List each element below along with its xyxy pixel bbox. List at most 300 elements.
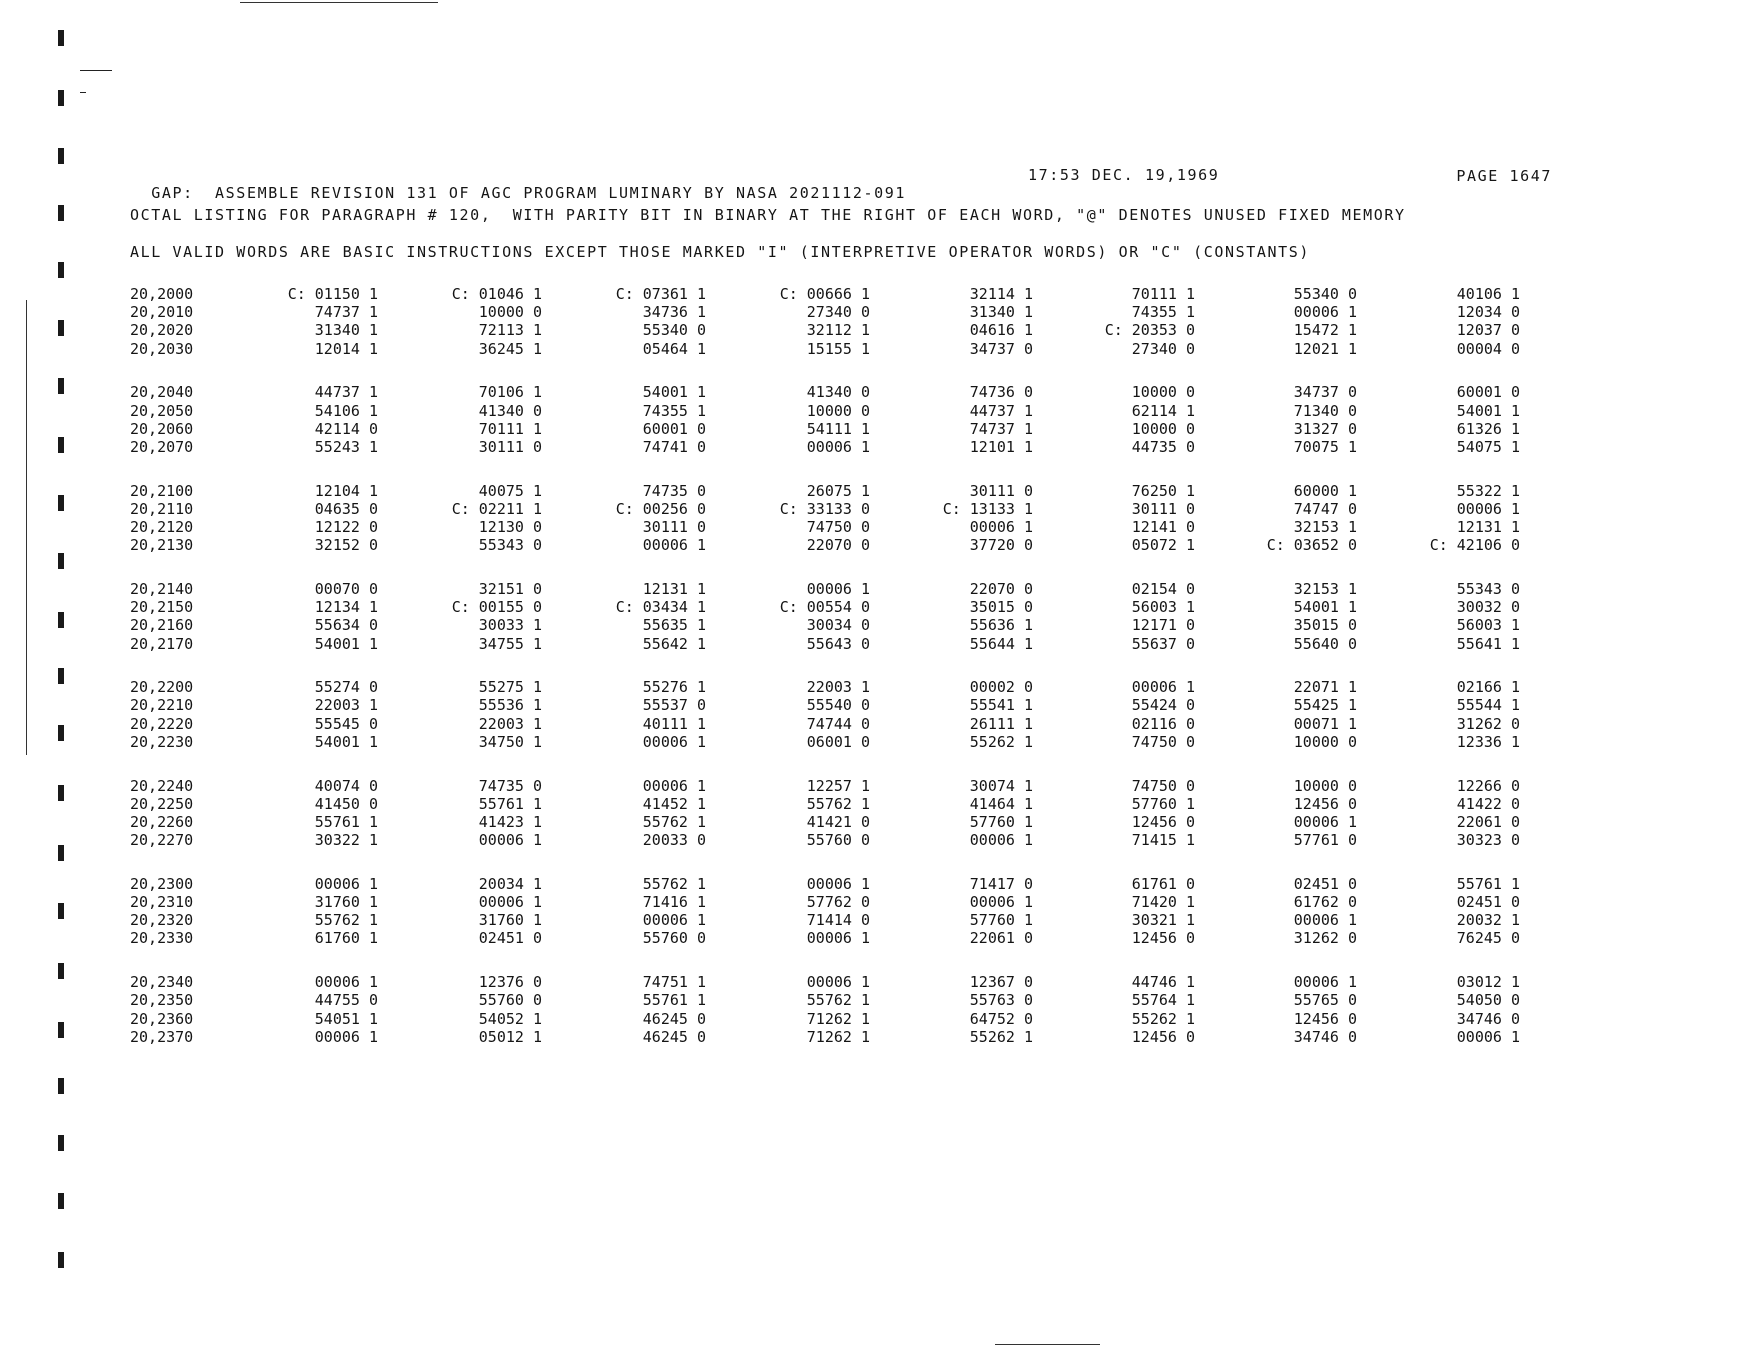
octal-word: 15472 1: [1293, 321, 1357, 340]
listing-row: [0, 635, 1740, 652]
octal-word: 74355 1: [642, 401, 706, 420]
octal-word: 12037 0: [1456, 321, 1520, 340]
octal-word: 41421 0: [806, 812, 870, 831]
octal-word: 10000 0: [478, 303, 542, 322]
octal-word: 12131 1: [1456, 518, 1520, 536]
octal-word: 00006 1: [806, 437, 870, 456]
octal-word: 34737 0: [969, 339, 1033, 358]
row-address: 20,2100: [130, 481, 194, 500]
assembly-title: GAP: ASSEMBLE REVISION 131 OF AGC PROGRAM LUMINARY BY NASA 2021112-091: [151, 184, 907, 202]
octal-word: 00006 1: [642, 911, 706, 930]
listing-row: [0, 383, 1740, 400]
octal-word: 20033 0: [642, 831, 706, 850]
row-address: 20,2240: [130, 776, 194, 795]
row-address: 20,2160: [130, 616, 194, 635]
octal-word: 55760 0: [806, 831, 870, 850]
octal-word: 12141 0: [1131, 518, 1195, 536]
row-address: 20,2020: [130, 321, 194, 340]
row-address: 20,2210: [130, 696, 194, 715]
octal-word: 74735 0: [642, 481, 706, 500]
octal-word: 74750 0: [806, 518, 870, 536]
octal-word: 22070 0: [806, 536, 870, 555]
octal-word: 55761 1: [642, 991, 706, 1010]
listing-row: [0, 911, 1740, 928]
octal-word: 55274 0: [314, 678, 378, 697]
octal-word: 46245 0: [642, 1027, 706, 1046]
octal-word: 55760 0: [478, 991, 542, 1010]
listing-row: [0, 420, 1740, 437]
octal-word: 55636 1: [969, 616, 1033, 635]
octal-word: 70111 1: [478, 419, 542, 438]
octal-word: 00006 1: [806, 973, 870, 992]
octal-word: 74751 1: [642, 973, 706, 992]
octal-word: 44735 0: [1131, 437, 1195, 456]
octal-word: 60000 1: [1293, 481, 1357, 500]
row-address: 20,2320: [130, 911, 194, 930]
octal-word: 70075 1: [1293, 437, 1357, 456]
octal-word: 55634 0: [314, 616, 378, 635]
octal-word: 55642 1: [642, 634, 706, 653]
row-address: 20,2220: [130, 714, 194, 733]
octal-word: 32151 0: [478, 579, 542, 598]
row-address: 20,2370: [130, 1027, 194, 1046]
octal-word: 74750 0: [1131, 776, 1195, 795]
octal-word: 22003 1: [314, 696, 378, 715]
octal-word: 34746 0: [1456, 1009, 1520, 1028]
octal-word: 02154 0: [1131, 579, 1195, 598]
octal-word: 12456 0: [1293, 794, 1357, 813]
octal-word: 34736 1: [642, 303, 706, 322]
row-address: 20,2040: [130, 383, 194, 402]
octal-word: 02451 0: [1293, 874, 1357, 893]
octal-word: 55765 0: [1293, 991, 1357, 1010]
octal-word: 41422 0: [1456, 794, 1520, 813]
octal-word: 40075 1: [478, 481, 542, 500]
listing-row: [0, 733, 1740, 750]
octal-word: 55540 0: [806, 696, 870, 715]
row-address: 20,2110: [130, 499, 194, 518]
octal-word: 55643 0: [806, 634, 870, 653]
octal-word: 55275 1: [478, 678, 542, 697]
octal-word: 74737 1: [969, 419, 1033, 438]
octal-word: 12266 0: [1456, 776, 1520, 795]
octal-word: C: 07361 1: [615, 285, 706, 303]
octal-word: 61326 1: [1456, 419, 1520, 438]
octal-word: 55635 1: [642, 616, 706, 635]
octal-word: 30033 1: [478, 616, 542, 635]
octal-word: 02451 0: [1456, 893, 1520, 911]
octal-word: 64752 0: [969, 1009, 1033, 1028]
octal-word: 02116 0: [1131, 714, 1195, 733]
row-address: 20,2230: [130, 732, 194, 751]
octal-word: 32112 1: [806, 321, 870, 340]
octal-word: 31262 0: [1456, 714, 1520, 733]
octal-word: 55425 1: [1293, 696, 1357, 715]
octal-word: 05012 1: [478, 1027, 542, 1046]
octal-word: 76250 1: [1131, 481, 1195, 500]
octal-word: 71262 1: [806, 1027, 870, 1046]
octal-word: 20032 1: [1456, 911, 1520, 930]
octal-word: 30111 0: [478, 437, 542, 456]
octal-word: 71420 1: [1131, 893, 1195, 911]
octal-word: 70111 1: [1131, 285, 1195, 303]
listing-row: [0, 831, 1740, 848]
octal-word: 40106 1: [1456, 285, 1520, 303]
octal-word: 12456 0: [1293, 1009, 1357, 1028]
listing-row: [0, 991, 1740, 1008]
octal-word: 22071 1: [1293, 678, 1357, 697]
octal-word: 61762 0: [1293, 893, 1357, 911]
octal-word: 62114 1: [1131, 401, 1195, 420]
octal-word: C: 33133 0: [779, 499, 870, 518]
octal-word: 55537 0: [642, 696, 706, 715]
row-address: 20,2300: [130, 874, 194, 893]
octal-word: 54051 1: [314, 1009, 378, 1028]
octal-word: 44737 1: [314, 383, 378, 402]
octal-word: 55762 1: [642, 812, 706, 831]
octal-word: 00006 1: [314, 874, 378, 893]
octal-word: 31262 0: [1293, 929, 1357, 948]
octal-word: 30034 0: [806, 616, 870, 635]
octal-word: 26075 1: [806, 481, 870, 500]
octal-word: C: 13133 1: [942, 499, 1033, 518]
octal-word: 55541 1: [969, 696, 1033, 715]
octal-word: 55762 1: [806, 794, 870, 813]
octal-word: 57760 1: [1131, 794, 1195, 813]
octal-word: 00006 1: [806, 874, 870, 893]
octal-word: 57760 1: [969, 812, 1033, 831]
octal-word: 56003 1: [1131, 598, 1195, 617]
octal-word: C: 00256 0: [615, 499, 706, 518]
listing-row: [0, 813, 1740, 830]
row-address: 20,2310: [130, 893, 194, 911]
octal-word: C: 00554 0: [779, 598, 870, 617]
octal-word: 55343 0: [478, 536, 542, 555]
octal-word: 55322 1: [1456, 481, 1520, 500]
octal-word: 12376 0: [478, 973, 542, 992]
listing-row: [0, 973, 1740, 990]
octal-word: 12021 1: [1293, 339, 1357, 358]
octal-word: 41340 0: [806, 383, 870, 402]
octal-word: 05464 1: [642, 339, 706, 358]
row-address: 20,2360: [130, 1009, 194, 1028]
listing-legend: ALL VALID WORDS ARE BASIC INSTRUCTIONS EXCEPT THOSE MARKED "I" (INTERPRETIVE OPERATOR WORDS) OR "C" (CONSTANTS): [130, 243, 1311, 261]
octal-word: 00006 1: [642, 776, 706, 795]
octal-word: 44737 1: [969, 401, 1033, 420]
octal-word: 54001 1: [314, 732, 378, 751]
octal-word: 10000 0: [1131, 419, 1195, 438]
octal-word: 00006 1: [969, 831, 1033, 850]
row-address: 20,2140: [130, 579, 194, 598]
listing-row: [0, 438, 1740, 455]
octal-word: 32153 1: [1293, 579, 1357, 598]
octal-word: 00006 1: [969, 893, 1033, 911]
octal-word: 55762 1: [806, 991, 870, 1010]
octal-word: 22003 1: [806, 678, 870, 697]
octal-word: 00006 1: [1293, 303, 1357, 322]
row-address: 20,2200: [130, 678, 194, 697]
octal-word: C: 02211 1: [451, 499, 542, 518]
octal-word: 00006 1: [1456, 499, 1520, 518]
octal-word: 30322 1: [314, 831, 378, 850]
octal-word: 71414 0: [806, 911, 870, 930]
octal-word: 31760 1: [314, 893, 378, 911]
octal-word: 55764 1: [1131, 991, 1195, 1010]
octal-word: 00006 1: [314, 973, 378, 992]
listing-row: [0, 500, 1740, 517]
octal-word: 74741 0: [642, 437, 706, 456]
listing-row: [0, 696, 1740, 713]
octal-word: 41452 1: [642, 794, 706, 813]
octal-word: 71417 0: [969, 874, 1033, 893]
octal-word: 41450 0: [314, 794, 378, 813]
octal-word: 40111 1: [642, 714, 706, 733]
octal-word: 54001 1: [314, 634, 378, 653]
octal-word: 54075 1: [1456, 437, 1520, 456]
octal-word: 12034 0: [1456, 303, 1520, 322]
octal-word: 55763 0: [969, 991, 1033, 1010]
octal-word: 55545 0: [314, 714, 378, 733]
octal-word: 74355 1: [1131, 303, 1195, 322]
octal-word: 00006 1: [642, 732, 706, 751]
octal-word: 00006 1: [478, 831, 542, 850]
octal-word: C: 03652 0: [1266, 536, 1357, 555]
octal-word: 74737 1: [314, 303, 378, 322]
octal-word: 12014 1: [314, 339, 378, 358]
octal-word: 10000 0: [1293, 732, 1357, 751]
octal-word: 74735 0: [478, 776, 542, 795]
octal-word: 00006 1: [1293, 973, 1357, 992]
octal-word: 55644 1: [969, 634, 1033, 653]
octal-word: 56003 1: [1456, 616, 1520, 635]
octal-word: 55424 0: [1131, 696, 1195, 715]
octal-word: 12130 0: [478, 518, 542, 536]
page-number: PAGE 1647: [1456, 167, 1552, 185]
octal-word: 40074 0: [314, 776, 378, 795]
octal-word: 31327 0: [1293, 419, 1357, 438]
listing-row: [0, 1028, 1740, 1045]
octal-word: 34755 1: [478, 634, 542, 653]
octal-word: 31340 1: [314, 321, 378, 340]
octal-word: 30032 0: [1456, 598, 1520, 617]
octal-word: 37720 0: [969, 536, 1033, 555]
listing-description: OCTAL LISTING FOR PARAGRAPH # 120, WITH PARITY BIT IN BINARY AT THE RIGHT OF EACH WORD, "@" DENOTES UNUSED FIXED MEMORY: [130, 206, 1406, 224]
octal-word: 55262 1: [969, 732, 1033, 751]
octal-word: 71415 1: [1131, 831, 1195, 850]
listing-row: [0, 536, 1740, 553]
row-address: 20,2060: [130, 419, 194, 438]
octal-word: 30111 0: [1131, 499, 1195, 518]
octal-word: 55761 1: [314, 812, 378, 831]
row-address: 20,2000: [130, 285, 194, 303]
octal-word: C: 00666 1: [779, 285, 870, 303]
octal-word: 41423 1: [478, 812, 542, 831]
octal-word: C: 01150 1: [287, 285, 378, 303]
octal-word: 32114 1: [969, 285, 1033, 303]
octal-word: 55262 1: [969, 1027, 1033, 1046]
listing-row: [0, 598, 1740, 615]
octal-word: 31760 1: [478, 911, 542, 930]
listing-row: [0, 929, 1740, 946]
octal-word: 30111 0: [642, 518, 706, 536]
octal-word: 74736 0: [969, 383, 1033, 402]
octal-word: 55637 0: [1131, 634, 1195, 653]
octal-word: 12456 0: [1131, 812, 1195, 831]
octal-word: 10000 0: [1293, 776, 1357, 795]
octal-word: 04635 0: [314, 499, 378, 518]
octal-word: 12122 0: [314, 518, 378, 536]
row-address: 20,2150: [130, 598, 194, 617]
octal-word: 30074 1: [969, 776, 1033, 795]
octal-word: 34750 1: [478, 732, 542, 751]
octal-word: C: 42106 0: [1429, 536, 1520, 555]
octal-word: 60001 0: [642, 419, 706, 438]
octal-word: 06001 0: [806, 732, 870, 751]
octal-word: 30321 1: [1131, 911, 1195, 930]
octal-word: 30111 0: [969, 481, 1033, 500]
octal-word: 55340 0: [1293, 285, 1357, 303]
octal-word: 42114 0: [314, 419, 378, 438]
octal-word: 35015 0: [1293, 616, 1357, 635]
listing-row: [0, 1010, 1740, 1027]
listing-row: [0, 482, 1740, 499]
octal-word: 00006 1: [478, 893, 542, 911]
listing-row: [0, 777, 1740, 794]
listing-row: [0, 580, 1740, 597]
octal-word: 22061 0: [969, 929, 1033, 948]
octal-word: 76245 0: [1456, 929, 1520, 948]
octal-word: 54001 1: [1456, 401, 1520, 420]
octal-word: 12104 1: [314, 481, 378, 500]
octal-word: 41340 0: [478, 401, 542, 420]
octal-word: C: 03434 1: [615, 598, 706, 617]
octal-word: 00006 1: [1293, 812, 1357, 831]
octal-word: 00006 1: [1293, 911, 1357, 930]
octal-word: 03012 1: [1456, 973, 1520, 992]
octal-word: 74750 0: [1131, 732, 1195, 751]
octal-word: C: 01046 1: [451, 285, 542, 303]
octal-word: 71416 1: [642, 893, 706, 911]
octal-word: 54001 1: [642, 383, 706, 402]
octal-word: 12367 0: [969, 973, 1033, 992]
octal-word: 55343 0: [1456, 579, 1520, 598]
listing-row: [0, 340, 1740, 357]
row-address: 20,2120: [130, 518, 194, 536]
octal-word: 55640 0: [1293, 634, 1357, 653]
octal-word: 55243 1: [314, 437, 378, 456]
listing-row: [0, 616, 1740, 633]
octal-word: 55641 1: [1456, 634, 1520, 653]
row-address: 20,2170: [130, 634, 194, 653]
octal-word: 00006 1: [806, 929, 870, 948]
octal-word: 02166 1: [1456, 678, 1520, 697]
octal-word: 55536 1: [478, 696, 542, 715]
octal-word: 00004 0: [1456, 339, 1520, 358]
octal-word: 04616 1: [969, 321, 1033, 340]
timestamp: 17:53 DEC. 19,1969: [1028, 166, 1220, 184]
octal-word: 61761 0: [1131, 874, 1195, 893]
octal-word: 44755 0: [314, 991, 378, 1010]
octal-word: 55276 1: [642, 678, 706, 697]
octal-word: 34746 0: [1293, 1027, 1357, 1046]
octal-word: 00006 1: [969, 518, 1033, 536]
listing-row: [0, 303, 1740, 320]
octal-word: 72113 1: [478, 321, 542, 340]
listing-row: [0, 715, 1740, 732]
row-address: 20,2010: [130, 303, 194, 322]
listing-row: [0, 875, 1740, 892]
octal-word: 61760 1: [314, 929, 378, 948]
octal-word: 54111 1: [806, 419, 870, 438]
listing-row: [0, 795, 1740, 812]
octal-word: 70106 1: [478, 383, 542, 402]
octal-word: 20034 1: [478, 874, 542, 893]
octal-word: 55762 1: [642, 874, 706, 893]
octal-word: 00006 1: [806, 579, 870, 598]
octal-word: 12336 1: [1456, 732, 1520, 751]
octal-word: C: 00155 0: [451, 598, 542, 617]
octal-word: 57760 1: [969, 911, 1033, 930]
octal-word: 22061 0: [1456, 812, 1520, 831]
octal-word: 57761 0: [1293, 831, 1357, 850]
octal-word: 36245 1: [478, 339, 542, 358]
octal-word: 32153 1: [1293, 518, 1357, 536]
octal-word: 12134 1: [314, 598, 378, 617]
octal-word: 15155 1: [806, 339, 870, 358]
listing-row: [0, 321, 1740, 338]
octal-word: 55760 0: [642, 929, 706, 948]
octal-word: 00006 1: [314, 1027, 378, 1046]
octal-word: 00006 1: [1131, 678, 1195, 697]
row-address: 20,2260: [130, 812, 194, 831]
octal-word: 12257 1: [806, 776, 870, 795]
row-address: 20,2350: [130, 991, 194, 1010]
listing-row: [0, 518, 1740, 535]
octal-word: 02451 0: [478, 929, 542, 948]
listing-row: [0, 285, 1740, 302]
row-address: 20,2250: [130, 794, 194, 813]
octal-word: 12131 1: [642, 579, 706, 598]
row-address: 20,2270: [130, 831, 194, 850]
octal-word: 30323 0: [1456, 831, 1520, 850]
octal-word: 00071 1: [1293, 714, 1357, 733]
octal-word: 54050 0: [1456, 991, 1520, 1010]
octal-word: 12101 1: [969, 437, 1033, 456]
octal-word: 22003 1: [478, 714, 542, 733]
octal-word: 55262 1: [1131, 1009, 1195, 1028]
octal-word: 05072 1: [1131, 536, 1195, 555]
octal-word: 44746 1: [1131, 973, 1195, 992]
octal-word: 31340 1: [969, 303, 1033, 322]
octal-word: 41464 1: [969, 794, 1033, 813]
row-address: 20,2340: [130, 973, 194, 992]
octal-word: 55762 1: [314, 911, 378, 930]
octal-word: 57762 0: [806, 893, 870, 911]
octal-word: 10000 0: [806, 401, 870, 420]
octal-word: 55761 1: [1456, 874, 1520, 893]
octal-word: 26111 1: [969, 714, 1033, 733]
listing-row: [0, 893, 1740, 910]
octal-word: 22070 0: [969, 579, 1033, 598]
octal-word: 35015 0: [969, 598, 1033, 617]
octal-word: 46245 0: [642, 1009, 706, 1028]
octal-word: 32152 0: [314, 536, 378, 555]
octal-word: 71262 1: [806, 1009, 870, 1028]
octal-word: 27340 0: [1131, 339, 1195, 358]
octal-word: 00006 1: [1456, 1027, 1520, 1046]
octal-word: 55340 0: [642, 321, 706, 340]
octal-word: 12456 0: [1131, 929, 1195, 948]
